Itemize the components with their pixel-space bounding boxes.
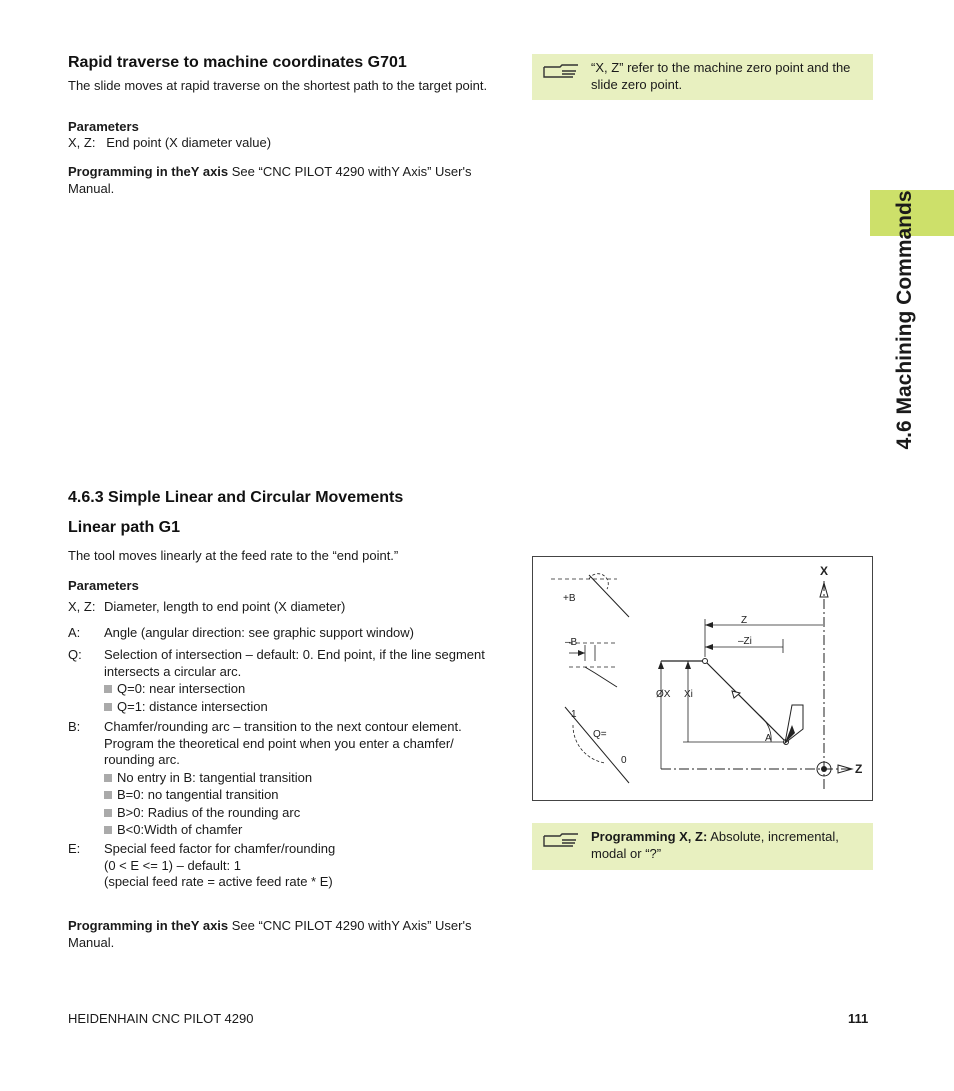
prog-y-bold: Programming in theY axis [68,918,229,933]
param-q-body [104,647,504,715]
label-plus-b: +B [563,593,576,604]
bullet-item: Q=1: distance intersection [104,699,504,716]
note-programming-xz [591,829,866,862]
prog-y-text: See “CNC PILOT 4290 withY Axis” User's Manual. [68,164,472,196]
param-key: A: [68,625,81,640]
param-line: (0 < E <= 1) – default: 1 [104,857,241,873]
param-text: Selection of intersection – default: 0. End point, if the line segment intersects a circular arc. [104,647,485,679]
param-key: X, Z: [68,599,96,614]
bullet-item: No entry in B: tangential transition [104,770,504,787]
dim-label-dx: ØX [656,689,671,700]
param-key: E: [68,841,81,856]
dim-label-zi: –Zi [738,636,752,647]
subheading-linear-path: Linear path G1 [68,519,181,536]
dim-arrow-icon [705,622,713,628]
prog-y-text: See “CNC PILOT 4290 withY Axis” User's Manual. [68,918,472,950]
plus-b-line [589,575,629,617]
bullet-item: B<0:Width of chamfer [104,822,504,839]
param-text: Chamfer/rounding arc – transition to the next contour element. Program the theoretical end point when you enter a chamfer/ rounding arc. [104,719,462,767]
param-text: Angle (angular direction: see graphic support window) [104,625,415,640]
g1-programming-y-axis [68,918,488,951]
g1-diagram-svg [533,557,872,800]
footer-page-number: 111 [848,1011,869,1026]
plus-b-arc [589,574,608,589]
param-text: Diameter, length to end point (X diameter) [104,599,346,614]
label-q-zero: 0 [621,755,627,766]
section-heading-463: 4.6.3 Simple Linear and Circular Movements [68,489,404,506]
param-e-body [104,841,504,891]
g1-intro: The tool moves linearly at the feed rate to the “end point.” [68,548,399,563]
note-box-xz [532,54,873,100]
start-point-icon [703,659,708,664]
dim-label-z: Z [741,615,748,626]
section-heading-g701: Rapid traverse to machine coordinates G701 [68,54,407,71]
bullet-item: B=0: no tangential transition [104,787,504,804]
footer-manual-title: HEIDENHAIN CNC PILOT 4290 [68,1011,254,1026]
path-direction-arrow-icon [732,691,740,698]
z-axis-label: Z [855,762,863,776]
chapter-tab-label: 4.6 Machining Commands [893,190,916,450]
bullet-item: Q=0: near intersection [104,681,504,698]
note-programming-bold: Programming X, Z: [591,829,708,844]
dim-arrow-icon [658,661,664,669]
g701-params-label: Parameters [68,119,139,134]
dim-arrow-icon [685,661,691,669]
minus-b-chamfer [585,667,617,687]
bullet-item: B>0: Radius of the rounding arc [104,805,504,822]
note-programming-text: Absolute, incremental, modal or “?” [591,829,839,861]
g701-param-xz: X, Z: End point (X diameter value) [68,135,272,150]
label-q-one: 1 [571,709,577,720]
pointing-hand-icon [542,60,582,80]
param-key: B: [68,719,81,734]
param-b-body [104,719,504,839]
note-xz-text: “X, Z” refer to the machine zero point and the slide zero point. [591,60,851,92]
x-axis-label: X [820,564,829,578]
note-box-programming-xz [532,823,873,870]
g701-programming-y-axis [68,164,488,197]
label-q: Q= [593,729,607,740]
pointing-hand-icon [542,829,582,849]
label-minus-b: –B [565,637,578,648]
dim-arrow-icon [705,644,713,650]
g1-params-label: Parameters [68,578,139,593]
dim-arrow-icon [578,650,585,656]
angle-label-a: A [765,733,772,744]
prog-y-bold: Programming in theY axis [68,164,229,179]
param-key: Q: [68,647,82,662]
param-text: Special feed factor for chamfer/rounding [104,841,336,856]
contour-linear-path [705,661,786,742]
g701-intro: The slide moves at rapid traverse on the shortest path to the target point. [68,78,488,93]
dim-label-xi: Xi [684,689,693,700]
param-line: (special feed rate = active feed rate * E) [104,874,333,889]
g1-diagram [532,556,873,801]
origin-dot-icon [821,766,827,772]
